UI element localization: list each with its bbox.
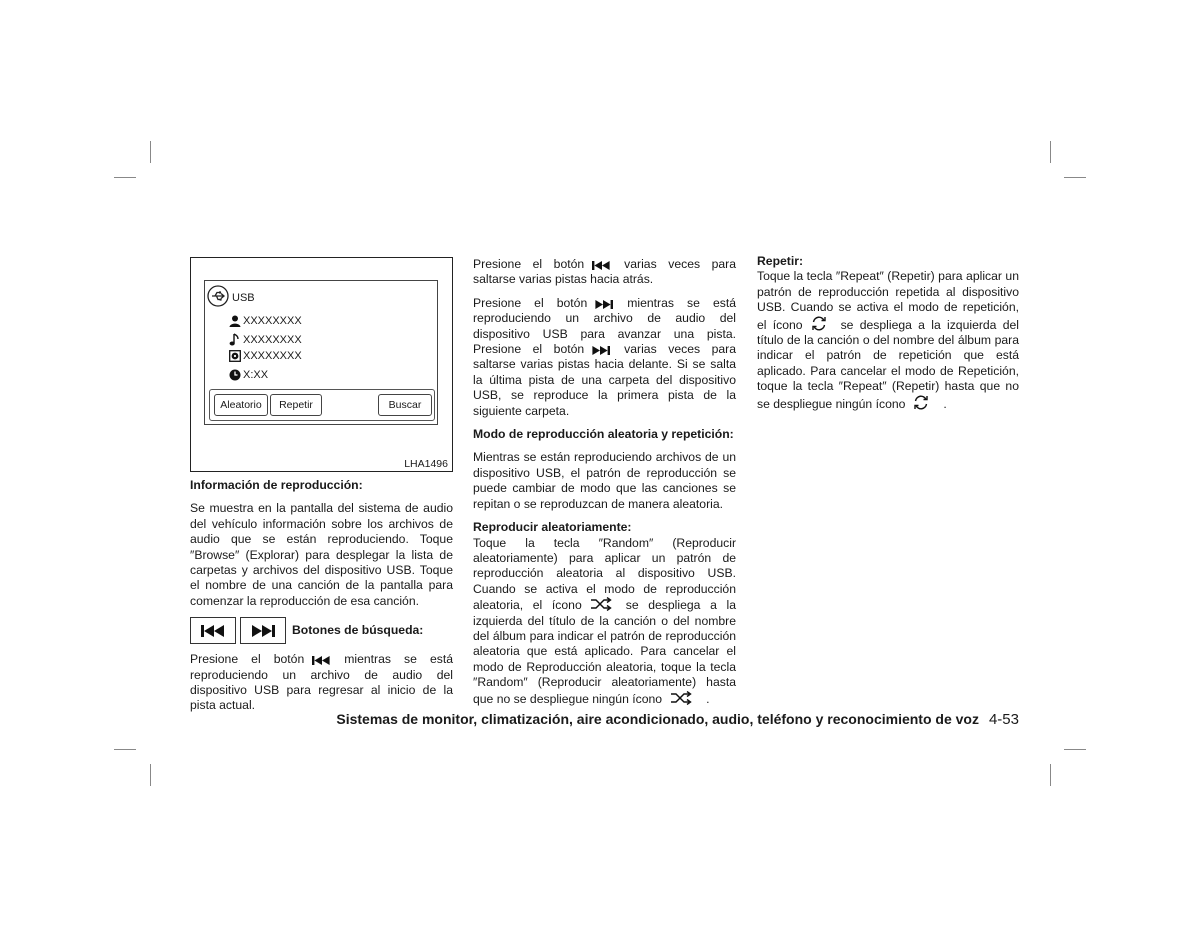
- music-note-icon: [229, 333, 241, 346]
- skip-forward-icon: [592, 346, 610, 355]
- skip-back-icon: [201, 625, 225, 637]
- time-row: [229, 369, 268, 381]
- song-text: XXXXXXXX: [243, 333, 302, 346]
- repeat-icon: [913, 395, 929, 410]
- skip-forward-text: Presione el botón mientras se está reproduciendo un archivo de audio del dispositivo USB para avanzar una pista. Presione el botón varias veces para saltarse varias pistas hacia delante. Si se salta la última pista de una carpeta del dispositivo USB, se reproduce la primera pista de la siguiente carpeta.: [473, 295, 736, 418]
- skip-forward-icon: [595, 300, 613, 309]
- album-row: [229, 350, 302, 362]
- clock-icon: [229, 369, 241, 381]
- artist-text: XXXXXXXX: [243, 315, 302, 327]
- column-3: [757, 254, 1019, 412]
- crop-mark: [1064, 749, 1086, 750]
- skip-back-multiple-text: Presione el botón varias veces para saltarse varias pistas hacia atrás.: [473, 257, 736, 287]
- repeat-icon: [811, 316, 827, 331]
- skip-forward-icon: [251, 625, 275, 637]
- skip-back-icon: [312, 656, 330, 665]
- repeat-text: Toque la tecla ″Repeat″ (Repetir) para aplicar un patrón de reproducción repetida al dispositivo USB. Cuando se activa el modo de repetición, el ícono se despliega a la izquierda del título de la canción o del nombre del álbum para indicar el patrón de repetición que está aplicado. Para cancelar el modo de Repetición, toque la tecla ″Repeat″ (Repetir) hasta que no se despliegue ningún ícono .: [757, 269, 1019, 411]
- playback-info-text: Se muestra en la pantalla del sistema de audio del vehículo información sobre los archivos de audio que se están reproduciendo. Toque ″Browse″ (Explorar) para desplegar la lista de carpetas y archivos del dispositivo USB. Toque el nombre de una canción de la pantalla para comenzar la reproducción de esa canción.: [190, 501, 453, 608]
- seek-back-text: Presione el botón mientras se está reproduciendo un archivo de audio del dispositivo USB para regresar al inicio de la pista actual.: [190, 652, 453, 713]
- usb-icon: [207, 285, 229, 310]
- footer-title: Sistemas de monitor, climatización, aire acondicionado, audio, teléfono y reconocimiento de voz: [336, 711, 979, 727]
- random-text: Toque la tecla ″Random″ (Reproducir aleatoriamente) para aplicar un patrón de reproducción aleatoria al dispositivo USB. Cuando se activa el modo de reproducción aleatoria, el ícono se despliega a la izquierda del título de la canción o del nombre del álbum para indicar el patrón de reproducción aleatoria que está aplicado. Para cancelar el modo de Reproducción aleatoria, toque la tecla ″Random″ (Reproducir aleatoriamente) hasta que no se despliegue ningún ícono .: [473, 535, 736, 706]
- skip-back-icon: [592, 261, 610, 270]
- usb-screen: [204, 280, 438, 425]
- column-2: [473, 257, 736, 707]
- shuffle-icon: [590, 597, 612, 611]
- screen-button-bar: [209, 389, 435, 421]
- song-row: [229, 333, 302, 346]
- usb-label: USB: [232, 291, 255, 304]
- album-text: XXXXXXXX: [243, 350, 302, 362]
- shuffle-icon: [670, 691, 692, 705]
- crop-mark: [150, 764, 151, 786]
- crop-mark: [150, 141, 151, 163]
- seek-buttons-row: [190, 617, 453, 644]
- seek-forward-button: [240, 617, 286, 644]
- crop-mark: [114, 177, 136, 178]
- seek-buttons-heading: Botones de búsqueda:: [292, 623, 424, 638]
- repeat-button[interactable]: Repetir: [270, 394, 322, 416]
- crop-mark: [1050, 764, 1051, 786]
- usb-screen-figure: [190, 257, 453, 472]
- crop-mark: [1050, 141, 1051, 163]
- crop-mark: [1064, 177, 1086, 178]
- page-footer: [0, 711, 1019, 728]
- artist-row: [229, 315, 302, 327]
- disc-icon: [229, 350, 241, 362]
- person-icon: [229, 315, 241, 327]
- seek-back-button: [190, 617, 236, 644]
- play-mode-text: Mientras se están reproduciendo archivos de un dispositivo USB, el patrón de reproducción se puede cambiar de modo que las canciones se repitan o se reproduzcan de manera aleatoria.: [473, 450, 736, 511]
- usb-source-row: [207, 285, 255, 310]
- figure-code: LHA1496: [404, 458, 448, 470]
- random-heading: Reproducir aleatoriamente:: [473, 520, 632, 535]
- random-button[interactable]: Aleatorio: [214, 394, 268, 416]
- page-number: 4-53: [988, 711, 1019, 728]
- play-mode-heading: Modo de reproducción aleatoria y repetición:: [473, 427, 734, 442]
- crop-mark: [114, 749, 136, 750]
- browse-button[interactable]: Buscar: [378, 394, 432, 416]
- playback-info-heading: Información de reproducción:: [190, 478, 363, 492]
- repeat-heading: Repetir:: [757, 254, 804, 268]
- time-text: X:XX: [243, 369, 269, 381]
- column-1: [190, 478, 453, 722]
